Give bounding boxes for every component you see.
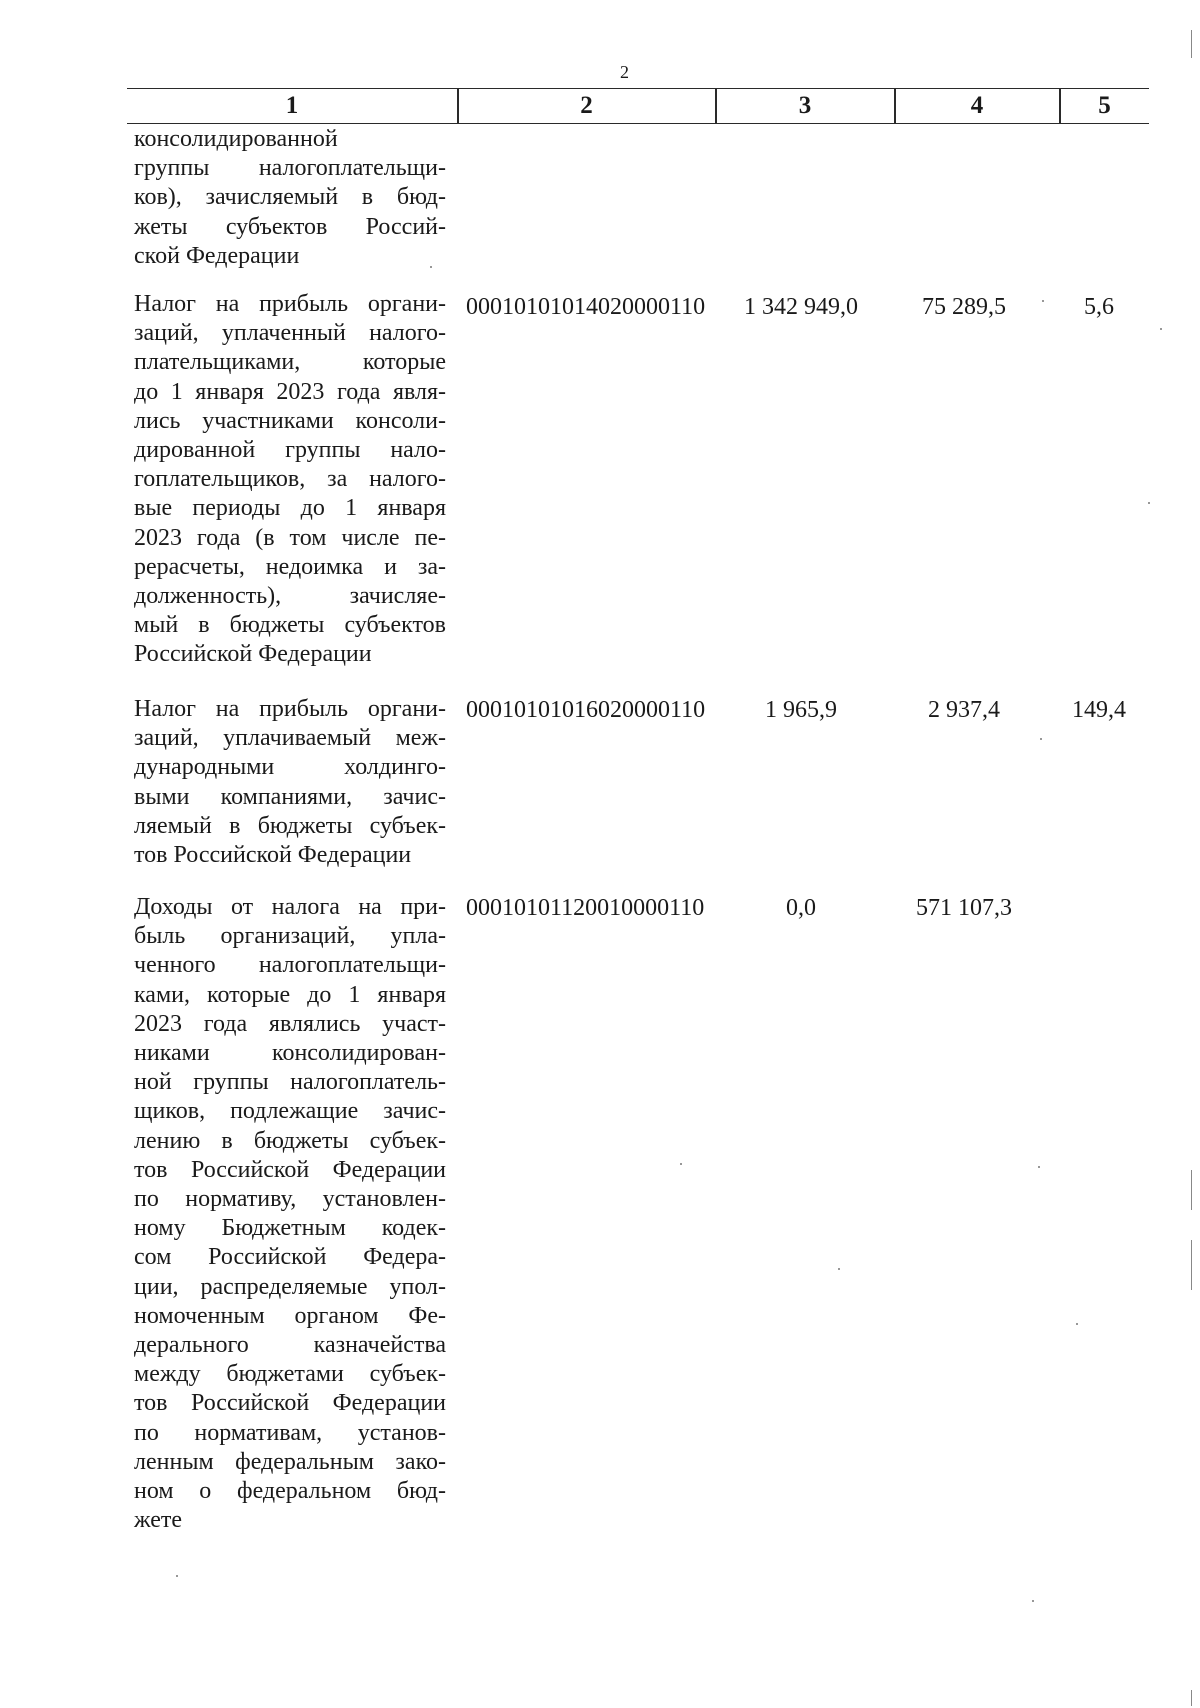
scan-speck bbox=[1032, 1600, 1034, 1602]
description-line: тов Российской Федерации bbox=[134, 1390, 446, 1417]
header-col-2: 2 bbox=[580, 92, 593, 119]
description-line: ном о федеральном бюд- bbox=[134, 1478, 446, 1505]
description-line: 2023 года (в том числе пе- bbox=[134, 524, 446, 551]
value-col-3: 1 965,9 bbox=[765, 697, 837, 723]
description-line: сом Российской Федера- bbox=[134, 1244, 446, 1271]
row-description bbox=[134, 695, 446, 870]
description-line: ков), зачисляемый в бюд- bbox=[134, 184, 446, 211]
budget-code: 00010101016020000110 bbox=[466, 697, 706, 723]
description-line: заций, уплаченный налого- bbox=[134, 320, 446, 347]
description-line: ченного налогоплательщи- bbox=[134, 952, 446, 979]
scan-speck bbox=[1042, 300, 1044, 302]
scan-speck bbox=[1038, 1166, 1040, 1168]
scan-speck bbox=[176, 1575, 178, 1577]
description-line: Налог на прибыль органи- bbox=[134, 291, 446, 317]
description-line: плательщиками, которые bbox=[134, 349, 446, 376]
description-line: лись участниками консоли- bbox=[134, 407, 446, 434]
description-line: ской Федерации bbox=[134, 242, 300, 269]
row-description bbox=[134, 125, 446, 271]
scan-edge-mark bbox=[1191, 1690, 1192, 1706]
header-col-3: 3 bbox=[798, 92, 812, 119]
description-line: ляемый в бюджеты субъек- bbox=[134, 812, 446, 839]
description-line: вые периоды до 1 января bbox=[134, 495, 446, 522]
description-line: Российской Федерации bbox=[134, 641, 372, 668]
value-col-5: 5,6 bbox=[1084, 294, 1114, 320]
description-line: гоплательщиков, за налого- bbox=[134, 466, 446, 493]
header-col-4: 4 bbox=[970, 92, 984, 119]
scan-speck bbox=[838, 1268, 840, 1270]
description-line: дированной группы нало- bbox=[134, 437, 446, 464]
description-line: заций, уплачиваемый меж- bbox=[134, 725, 446, 752]
scan-edge-mark bbox=[1191, 1170, 1192, 1210]
description-line: никами консолидирован- bbox=[134, 1040, 446, 1067]
description-line: тов Российской Федерации bbox=[134, 1156, 446, 1183]
description-line: дерального казначейства bbox=[134, 1332, 446, 1359]
description-line: ции, распределяемые упол- bbox=[134, 1273, 446, 1300]
scan-speck bbox=[430, 266, 432, 268]
scan-speck bbox=[1148, 502, 1150, 504]
value-col-5: 149,4 bbox=[1072, 697, 1126, 723]
description-line: до 1 января 2023 года явля- bbox=[134, 378, 446, 405]
value-col-4: 571 107,3 bbox=[916, 895, 1012, 921]
description-line: мый в бюджеты субъектов bbox=[134, 612, 446, 639]
description-line: выми компаниями, зачис- bbox=[134, 783, 446, 810]
description-line: быль организаций, упла- bbox=[134, 923, 446, 950]
budget-code: 00010101120010000110 bbox=[466, 895, 705, 921]
description-line: группы налогоплательщи- bbox=[134, 155, 446, 182]
description-line: щиков, подлежащие зачис- bbox=[134, 1098, 446, 1125]
description-line: дународными холдинго- bbox=[134, 754, 446, 781]
description-line: между бюджетами субъек- bbox=[134, 1361, 446, 1388]
value-col-4: 75 289,5 bbox=[922, 294, 1006, 320]
description-line: Доходы от налога на при- bbox=[134, 894, 446, 920]
scan-edge-mark bbox=[1191, 30, 1192, 58]
description-line: жете bbox=[134, 1507, 183, 1534]
value-col-4: 2 937,4 bbox=[928, 697, 1000, 723]
description-line: рерасчеты, недоимка и за- bbox=[134, 553, 446, 580]
description-line: долженность), зачисляе- bbox=[134, 583, 446, 610]
value-col-3: 1 342 949,0 bbox=[744, 294, 858, 320]
description-line: ному Бюджетным кодек- bbox=[134, 1215, 446, 1242]
scan-speck bbox=[1040, 738, 1042, 740]
description-line: по нормативам, установ- bbox=[134, 1419, 446, 1446]
description-line: тов Российской Федерации bbox=[134, 842, 412, 869]
description-line: номоченным органом Фе- bbox=[134, 1302, 446, 1329]
description-line: по нормативу, установлен- bbox=[134, 1186, 446, 1213]
description-line: ной группы налогоплатель- bbox=[134, 1069, 446, 1096]
scan-speck bbox=[1160, 328, 1162, 330]
description-line: ленным федеральным зако- bbox=[134, 1448, 446, 1475]
description-line: ками, которые до 1 января bbox=[134, 981, 446, 1008]
description-line: жеты субъектов Россий- bbox=[134, 213, 446, 240]
page-number: 2 bbox=[620, 62, 629, 82]
description-line: 2023 года являлись участ- bbox=[134, 1010, 446, 1037]
scan-speck bbox=[680, 1163, 682, 1165]
budget-code: 00010101014020000110 bbox=[466, 294, 706, 320]
header-col-5: 5 bbox=[1098, 92, 1111, 119]
row-description bbox=[134, 290, 446, 670]
scan-speck bbox=[1076, 1323, 1078, 1325]
scan-edge-mark bbox=[1191, 1240, 1192, 1290]
description-line: Налог на прибыль органи- bbox=[134, 696, 446, 722]
header-col-1: 1 bbox=[285, 92, 299, 119]
row-description bbox=[134, 893, 446, 1535]
table-header bbox=[127, 88, 1149, 124]
description-line: лению в бюджеты субъек- bbox=[134, 1127, 446, 1154]
value-col-3: 0,0 bbox=[786, 895, 816, 921]
description-line: консолидированной bbox=[134, 126, 338, 152]
